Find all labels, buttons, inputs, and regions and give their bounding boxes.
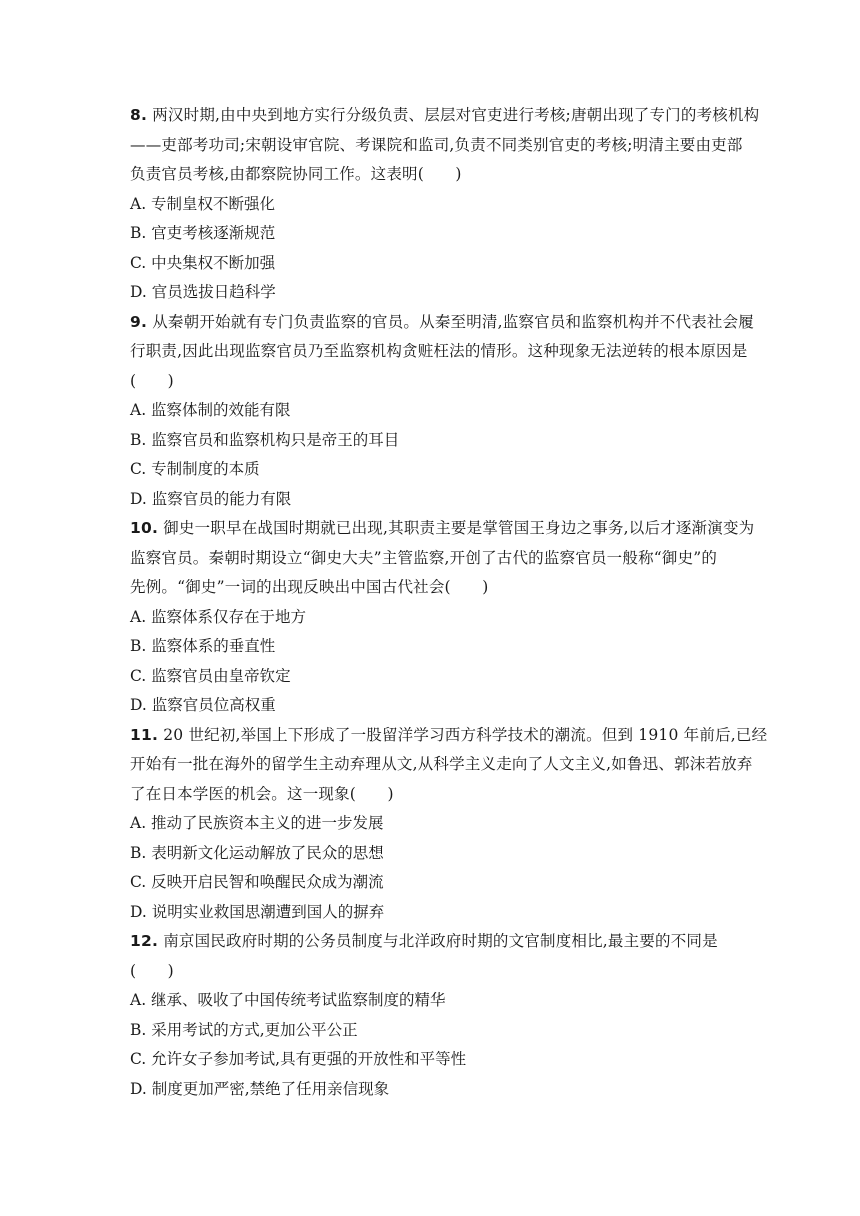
question-stem-line: 行职责,因此出现监察官员乃至监察机构贪赃枉法的情形。这种现象无法逆转的根本原因是: [130, 342, 748, 360]
question-number: 8.: [130, 106, 148, 124]
option-b: B. 监察体系的垂直性: [130, 637, 276, 655]
question-11: [130, 721, 770, 928]
question-stem-line: 9. 从秦朝开始就有专门负责监察的官员。从秦至明清,监察官员和监察机构并不代表社会履: [130, 312, 754, 331]
question-stem-line: 11. 20 世纪初,举国上下形成了一股留洋学习西方科学技术的潮流。但到 1910 年前后,已经: [130, 725, 768, 744]
question-number: 10.: [130, 519, 159, 537]
option-b: B. 表明新文化运动解放了民众的思想: [130, 843, 384, 862]
option-d: D. 制度更加严密,禁绝了任用亲信现象: [130, 1079, 390, 1098]
question-9: [130, 308, 770, 515]
option-c: C. 监察官员由皇帝钦定: [130, 666, 291, 685]
option-a: A. 专制皇权不断强化: [130, 194, 276, 213]
option-a: A. 监察体系仅存在于地方: [130, 607, 307, 626]
question-stem-line: 先例。“御史”一词的出现反映出中国古代社会( ): [130, 578, 489, 596]
option-a: A. 推动了民族资本主义的进一步发展: [130, 814, 384, 832]
question-number: 9.: [130, 312, 148, 331]
option-a: A. 继承、吸收了中国传统考试监察制度的精华: [130, 991, 446, 1009]
question-stem-line: ( ): [130, 371, 174, 390]
question-stem-line: 12. 南京国民政府时期的公务员制度与北洋政府时期的文官制度相比,最主要的不同是: [130, 932, 718, 950]
option-d: D. 监察官员的能力有限: [130, 489, 292, 508]
option-d: D. 说明实业救国思潮遭到国人的摒弃: [130, 902, 385, 921]
question-stem-line: 了在日本学医的机会。这一现象( ): [130, 784, 394, 803]
question-stem-line: 负责官员考核,由都察院协同工作。这表明( ): [130, 165, 462, 183]
option-b: B. 官吏考核逐渐规范: [130, 224, 276, 242]
question-stem-line: 开始有一批在海外的留学生主动弃理从文,从科学主义走向了人文主义,如鲁迅、郭沫若放弃: [130, 755, 753, 773]
question-stem-line: 监察官员。秦朝时期设立“御史大夫”主管监察,开创了古代的监察官员一般称“御史”的: [130, 548, 718, 567]
option-b: B. 采用考试的方式,更加公平公正: [130, 1020, 358, 1039]
option-c: C. 中央集权不断加强: [130, 253, 276, 272]
option-c: C. 允许女子参加考试,具有更强的开放性和平等性: [130, 1050, 467, 1068]
question-8: [130, 101, 770, 308]
option-d: D. 官员选拔日趋科学: [130, 283, 276, 301]
option-c: C. 反映开启民智和唤醒民众成为潮流: [130, 873, 384, 891]
option-a: A. 监察体制的效能有限: [130, 401, 291, 419]
question-stem-line: ——吏部考功司;宋朝设审官院、考课院和监司,负责不同类别官吏的考核;明清主要由吏部: [130, 135, 743, 154]
question-stem-line: 8. 两汉时期,由中央到地方实行分级负责、层层对官吏进行考核;唐朝出现了专门的考核机构: [130, 106, 760, 124]
question-10: [130, 514, 770, 721]
option-c: C. 专制制度的本质: [130, 460, 260, 478]
question-12: [130, 927, 770, 1104]
question-number: 12.: [130, 932, 159, 950]
question-number: 11.: [130, 725, 159, 744]
option-d: D. 监察官员位高权重: [130, 696, 276, 714]
option-b: B. 监察官员和监察机构只是帝王的耳目: [130, 430, 400, 449]
question-stem-line: ( ): [130, 961, 174, 980]
question-stem-line: 10. 御史一职早在战国时期就已出现,其职责主要是掌管国王身边之事务,以后才逐渐演变为: [130, 519, 755, 537]
question-list: [130, 101, 770, 1104]
